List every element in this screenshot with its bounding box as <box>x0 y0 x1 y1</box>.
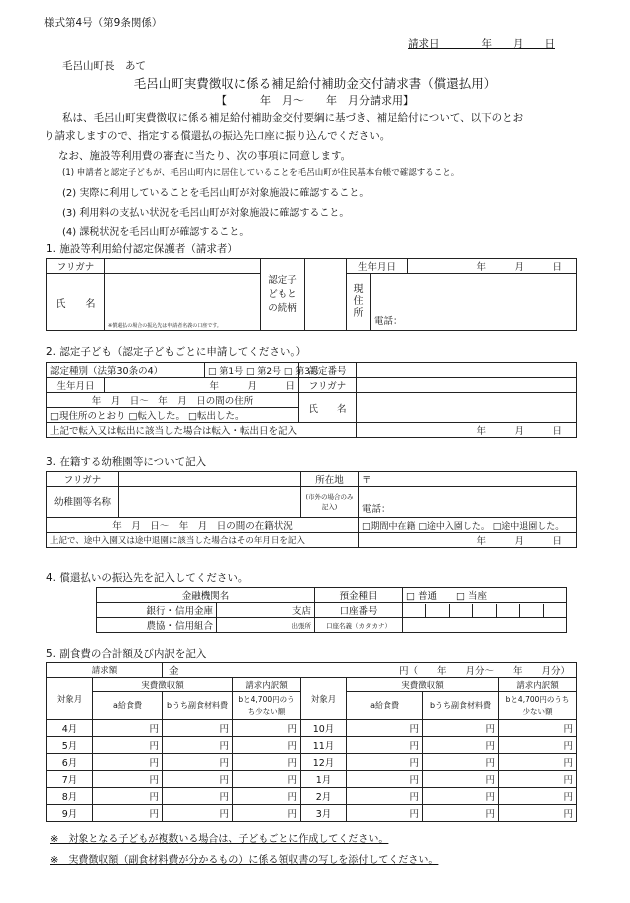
b-amount-field[interactable]: 円 <box>423 754 499 771</box>
month-label: 11月 <box>301 737 347 754</box>
child-birth-field[interactable]: 年 月 日 <box>105 378 299 393</box>
b-amount-field[interactable]: 円 <box>163 771 233 788</box>
c-label-right: bと4,700円のうち少ない額 <box>499 692 577 720</box>
facility-furigana-label: フリガナ <box>47 472 119 487</box>
page-title: 毛呂山町実費徴収に係る補足給付補助金交付請求書（償還払用） <box>133 76 497 91</box>
a-amount-field[interactable]: 円 <box>93 805 163 822</box>
account-note: ※償還払の場合の振込先は申請者名義の口座です。 <box>108 323 222 329</box>
office-label: 出張所 <box>217 618 315 633</box>
month-rows <box>47 720 577 822</box>
claim-period[interactable]: 円（ 年 月分～ 年 月分） <box>399 666 571 677</box>
guardian-address-label: 現住所 <box>347 274 371 331</box>
table-row <box>47 737 577 754</box>
consent-intro: なお、施設等利用費の審査に当たり、次の事項に同意します。 <box>58 150 352 162</box>
agri-type-label: 農協・信用組合 <box>97 618 217 633</box>
actual-label-left: 実費徴収額 <box>93 678 233 692</box>
a-amount-field[interactable]: 円 <box>93 737 163 754</box>
facility-table <box>46 471 577 548</box>
outside-note: (市外の場合のみ記入) <box>301 487 359 518</box>
a-amount-field[interactable]: 円 <box>93 771 163 788</box>
b-amount-field[interactable]: 円 <box>163 754 233 771</box>
claim-kin: 金 <box>169 666 179 677</box>
month-label: 2月 <box>301 788 347 805</box>
month-label: 12月 <box>301 754 347 771</box>
a-amount-field[interactable]: 円 <box>347 754 423 771</box>
account-type-options[interactable]: □ 普通 □ 当座 <box>403 588 567 603</box>
b-label-left: bうち副食材料費 <box>163 692 233 720</box>
table-row <box>47 720 577 737</box>
enroll-period-label: 年 月 日～ 年 月 日の間の在籍状況 <box>47 518 359 533</box>
c-amount-field[interactable]: 円 <box>499 771 577 788</box>
child-furigana-field[interactable] <box>357 378 577 393</box>
facility-location-label: 所在地 <box>301 472 359 487</box>
c-amount-field[interactable]: 円 <box>499 737 577 754</box>
b-amount-field[interactable]: 円 <box>163 805 233 822</box>
a-label-right: a給食費 <box>347 692 423 720</box>
c-label-left: bと4,700円のうち少ない額 <box>233 692 301 720</box>
breakdown-label-left: 請求内訳額 <box>233 678 301 692</box>
guardian-name-label: 氏 名 <box>47 274 105 331</box>
guardian-name-field[interactable] <box>105 274 261 331</box>
c-amount-field[interactable]: 円 <box>233 754 301 771</box>
child-name-label: 氏 名 <box>299 393 357 423</box>
guardian-birth-label: 生年月日 <box>347 259 408 273</box>
relation-field[interactable] <box>305 259 347 331</box>
section2-heading: 2. 認定子ども（認定子どもごとに申請してください。） <box>46 346 307 358</box>
month-label: 8月 <box>47 788 93 805</box>
c-amount-field[interactable]: 円 <box>233 720 301 737</box>
c-amount-field[interactable]: 円 <box>499 788 577 805</box>
guardian-furigana-label: フリガナ <box>47 259 105 274</box>
a-amount-field[interactable]: 円 <box>347 788 423 805</box>
a-amount-field[interactable]: 円 <box>93 788 163 805</box>
c-amount-field[interactable]: 円 <box>233 737 301 754</box>
table-row <box>47 788 577 805</box>
consent-item: (3) 利用料の支払い状況を毛呂山町が対象施設に確認すること。 <box>62 208 350 219</box>
intro-paragraph-line2: り請求しますので、指定する償還払の振込先口座に振り込んでください。 <box>44 130 391 142</box>
child-furigana-label: フリガナ <box>299 378 357 393</box>
consent-item: (2) 実際に利用していることを毛呂山町が対象施設に確認すること。 <box>62 188 370 199</box>
b-amount-field[interactable]: 円 <box>163 737 233 754</box>
c-amount-field[interactable]: 円 <box>233 771 301 788</box>
relation-label: 認定子どもとの続柄 <box>261 259 305 331</box>
table-row <box>47 771 577 788</box>
period-address-label: 年 月 日～ 年 月 日の間の住所 <box>47 393 299 408</box>
c-amount-field[interactable]: 円 <box>499 720 577 737</box>
branch-label: 支店 <box>217 603 315 618</box>
a-label-left: a給食費 <box>93 692 163 720</box>
institution-label: 金融機関名 <box>97 588 315 603</box>
claim-amount-field[interactable] <box>163 663 577 678</box>
target-month-label-right: 対象月 <box>301 678 347 720</box>
b-amount-field[interactable]: 円 <box>163 788 233 805</box>
facility-phone-field[interactable] <box>359 487 577 518</box>
month-label: 10月 <box>301 720 347 737</box>
holder-label: 口座名義（カタカナ） <box>315 618 403 633</box>
c-amount-field[interactable]: 円 <box>233 788 301 805</box>
bank-table <box>96 587 567 633</box>
cert-no-label: 認定番号 <box>299 363 357 378</box>
guardian-furigana-field[interactable] <box>105 259 261 274</box>
a-amount-field[interactable]: 円 <box>347 720 423 737</box>
guardian-phone-label: 電話： <box>374 316 403 327</box>
account-no-field[interactable] <box>403 603 567 618</box>
category-label: 認定種別（法第30条の4） <box>47 363 205 378</box>
form-number: 様式第4号（第9条関係） <box>44 17 163 29</box>
child-name-field[interactable] <box>357 393 577 423</box>
transfer-note: 上記で転入又は転出に該当した場合は転入・転出日を記入 <box>47 423 357 438</box>
c-amount-field[interactable]: 円 <box>499 754 577 771</box>
enroll-options[interactable]: □期間中在籍 □途中入園した。 □途中退園した。 <box>359 518 577 533</box>
table-row <box>47 805 577 822</box>
account-no-label: 口座番号 <box>315 603 403 618</box>
claim-label: 請求額 <box>47 663 163 678</box>
mid-enroll-note: 上記で、途中入園又は途中退園に該当した場合はその年月日を記入 <box>47 533 359 548</box>
month-label: 4月 <box>47 720 93 737</box>
consent-item: (4) 課税状況を毛呂山町が確認すること。 <box>62 227 250 238</box>
consent-item: (1) 申請者と認定子どもが、毛呂山町内に居住していることを毛呂山町が住民基本台帳で確認すること。 <box>62 168 460 178</box>
address-options[interactable]: □現住所のとおり □転入した。 □転出した。 <box>47 408 299 423</box>
section1-heading: 1. 施設等利用給付認定保護者（請求者） <box>46 243 238 255</box>
addressee: 毛呂山町長 あて <box>62 60 146 72</box>
actual-label-right: 実費徴収額 <box>347 678 499 692</box>
b-amount-field[interactable]: 円 <box>163 720 233 737</box>
a-amount-field[interactable]: 円 <box>93 754 163 771</box>
section3-heading: 3. 在籍する幼稚園等について記入 <box>46 456 207 468</box>
postal-mark[interactable]: 〒 <box>359 472 577 487</box>
b-amount-field[interactable]: 円 <box>423 720 499 737</box>
b-amount-field[interactable]: 円 <box>423 737 499 754</box>
child-table <box>46 362 577 438</box>
category-options[interactable]: □ 第1号 □ 第2号 □ 第3号 <box>205 363 299 378</box>
child-birth-label: 生年月日 <box>47 378 105 393</box>
cert-no-field[interactable] <box>357 363 577 378</box>
facility-phone-label: 電話： <box>362 504 391 515</box>
c-amount-field[interactable]: 円 <box>499 805 577 822</box>
bank-type-label: 銀行・信用金庫 <box>97 603 217 618</box>
facility-name-field[interactable] <box>119 487 301 518</box>
b-amount-field[interactable]: 円 <box>423 788 499 805</box>
mid-enroll-date-field[interactable]: 年 月 日 <box>359 533 577 548</box>
guardian-birth-field[interactable]: 年 月 日 <box>476 262 563 273</box>
request-date[interactable]: 請求日 年 月 日 <box>408 38 555 50</box>
table-row <box>47 754 577 771</box>
footnote: ※ 対象となる子どもが複数いる場合は、子どもごとに作成してください。 <box>50 834 389 845</box>
month-label: 6月 <box>47 754 93 771</box>
month-label: 5月 <box>47 737 93 754</box>
transfer-date-field[interactable]: 年 月 日 <box>357 423 577 438</box>
month-label: 9月 <box>47 805 93 822</box>
breakdown-label-right: 請求内訳額 <box>499 678 577 692</box>
a-amount-field[interactable]: 円 <box>347 805 423 822</box>
intro-paragraph-line1: 私は、毛呂山町実費徴収に係る補足給付補助金交付要綱に基づき、補足給付について、以下のとお <box>62 112 524 124</box>
account-type-label: 預金種目 <box>315 588 403 603</box>
a-amount-field[interactable]: 円 <box>347 737 423 754</box>
b-label-right: bうち副食材料費 <box>423 692 499 720</box>
section5-heading: 5. 副食費の合計額及び内訳を記入 <box>46 648 207 660</box>
section4-heading: 4. 償還払いの振込先を記入してください。 <box>46 572 249 584</box>
food-cost-table <box>46 662 577 822</box>
facility-furigana-field[interactable] <box>119 472 301 487</box>
b-amount-field[interactable]: 円 <box>423 771 499 788</box>
a-amount-field[interactable]: 円 <box>93 720 163 737</box>
month-label: 3月 <box>301 805 347 822</box>
month-label: 7月 <box>47 771 93 788</box>
a-amount-field[interactable]: 円 <box>347 771 423 788</box>
c-amount-field[interactable]: 円 <box>233 805 301 822</box>
request-period[interactable]: 【 年 月～ 年 月分請求用】 <box>216 94 414 107</box>
guardian-address-field[interactable] <box>371 274 577 331</box>
holder-field[interactable] <box>403 618 567 633</box>
b-amount-field[interactable]: 円 <box>423 805 499 822</box>
target-month-label-left: 対象月 <box>47 678 93 720</box>
facility-name-label: 幼稚園等名称 <box>47 487 119 518</box>
month-label: 1月 <box>301 771 347 788</box>
guardian-table <box>46 258 577 331</box>
footnote: ※ 実費徴収額（副食材料費が分かるもの）に係る領収書の写しを添付してください。 <box>50 855 439 866</box>
